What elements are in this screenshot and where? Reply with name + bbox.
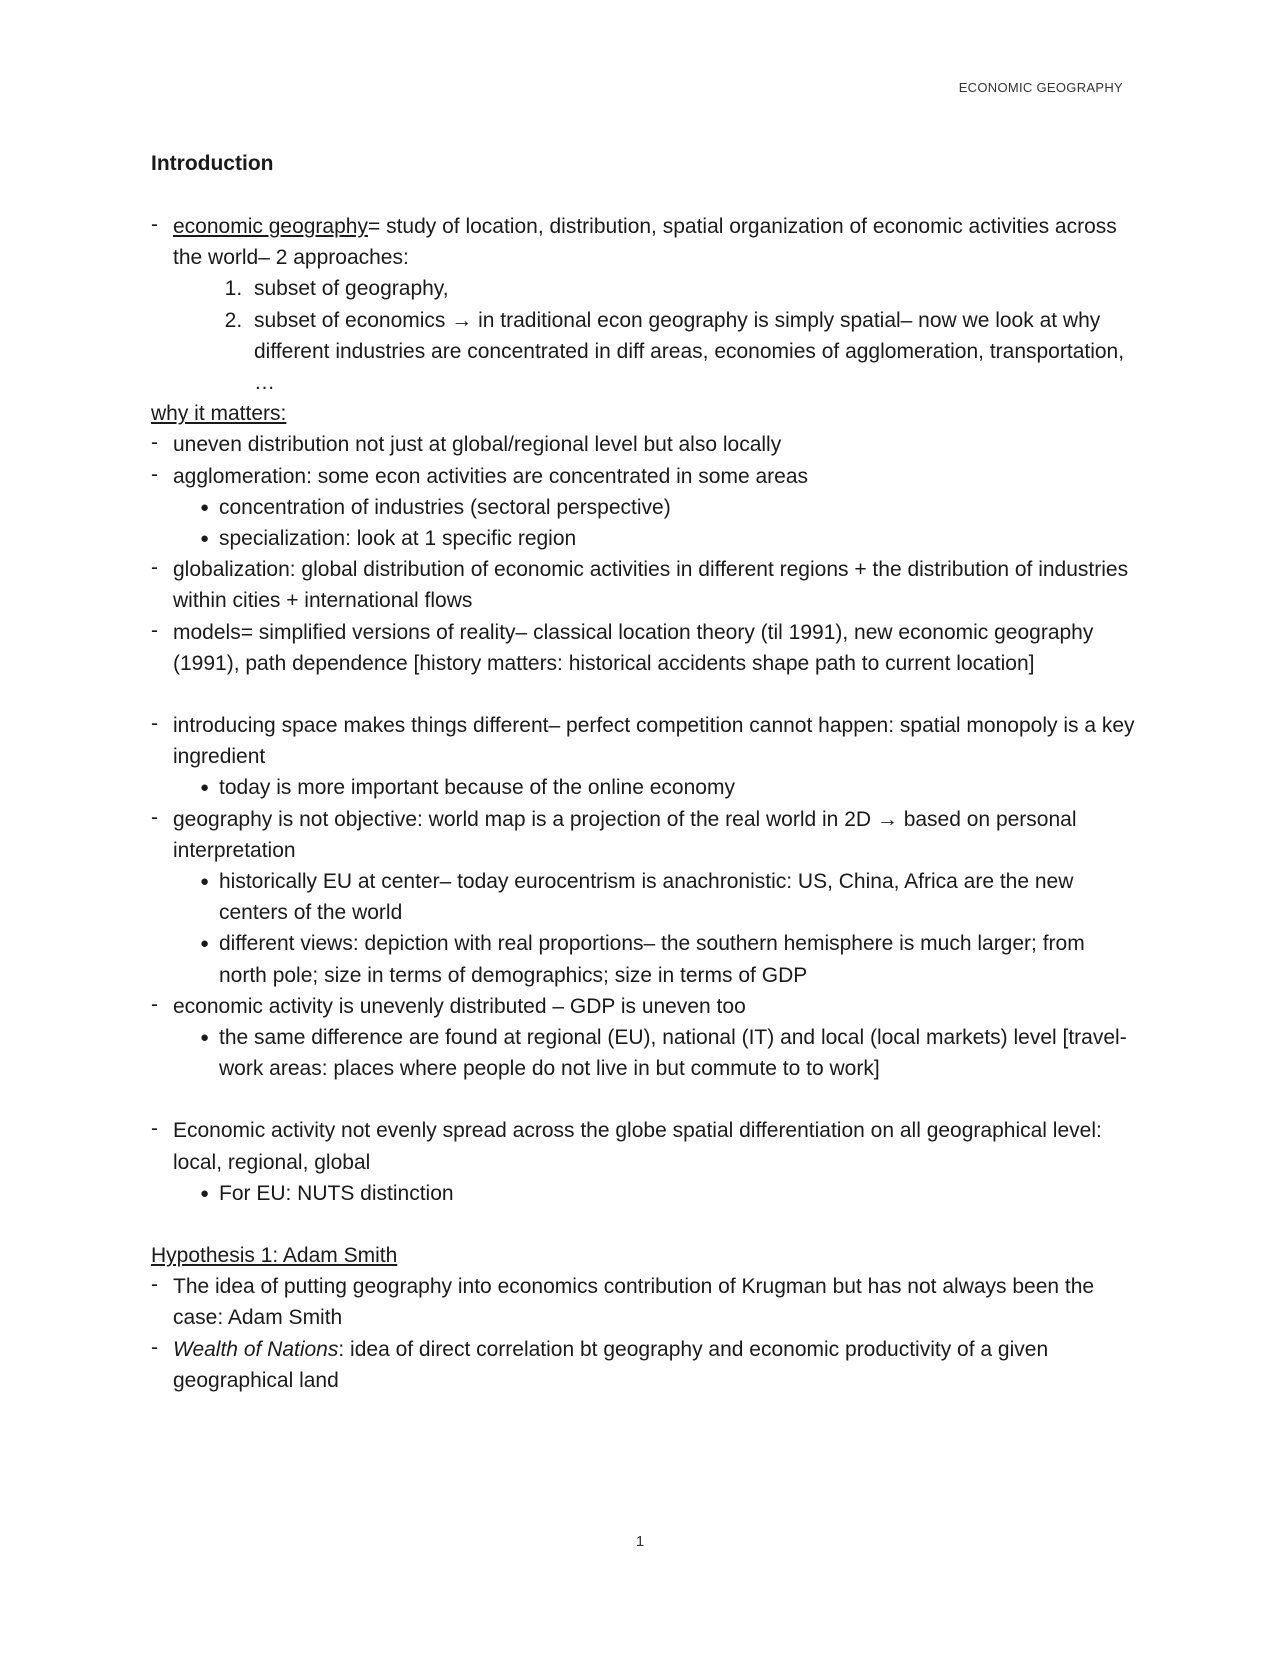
intro-list: [151, 211, 1136, 398]
why-list: [151, 429, 1136, 679]
list-item: - uneven distribution not just at global/regional level but also locally: [151, 429, 1136, 460]
sub-list-item: ● For EU: NUTS distinction: [198, 1178, 1136, 1209]
document-body: [151, 148, 1136, 1396]
term-economic-geography: economic geography: [173, 215, 368, 238]
sub-list-item: ● different views: depiction with real proportions– the southern hemisphere is much larger; from north pole; size in terms of demographics; size in terms of GDP: [198, 928, 1136, 990]
approach-item: 2. subset of economics → in traditional econ geography is simply spatial– now we look at why different industries are concentrated in diff areas, economies of agglomeration, transportation, …: [248, 305, 1136, 399]
sub-list-item: ● today is more important because of the online economy: [198, 772, 1136, 803]
list-item-text: introducing space makes things different– perfect competition cannot happen: spatial monopoly is a key ingredient: [173, 714, 1135, 769]
space-list: [151, 710, 1136, 1084]
sub-list-item: ● specialization: look at 1 specific region: [198, 523, 1136, 554]
list-item: - The idea of putting geography into economics contribution of Krugman but has not always been the case: Adam Smith: [151, 1271, 1136, 1333]
sub-list: [173, 772, 1136, 803]
list-item-text: : idea of direct correlation bt geography and economic productivity of a given geographical land: [173, 1337, 1049, 1392]
definition-text: = study of location, distribution, spatial organization of economic activities across the world– 2 approaches:: [173, 215, 1117, 270]
section-heading-hypothesis-1: Hypothesis 1: Adam Smith: [151, 1244, 398, 1268]
list-item: [151, 211, 1136, 398]
sub-list-item: ● concentration of industries (sectoral perspective): [198, 492, 1136, 523]
list-item: - models= simplified versions of reality– classical location theory (til 1991), new economic geography (1991), path dependence [history matters: historical accidents shape path to current location]: [151, 617, 1136, 679]
list-item: - globalization: global distribution of economic activities in different regions + the distribution of industries within cities + international flows: [151, 554, 1136, 616]
book-title: Wealth of Nations: [173, 1337, 339, 1361]
hypothesis-list: [151, 1271, 1136, 1396]
running-header: ECONOMIC GEOGRAPHY: [958, 80, 1123, 95]
spread-list: [151, 1115, 1136, 1209]
list-item: [151, 1115, 1136, 1209]
page-number: 1: [635, 1533, 645, 1550]
sub-list-item: ● the same difference are found at regional (EU), national (IT) and local (local markets) level [travel-work areas: places where people do not live in but commute to to work]: [198, 1022, 1136, 1084]
approach-item: 1. subset of geography,: [248, 273, 1136, 304]
sub-list: [173, 866, 1136, 991]
sub-list: [173, 1178, 1136, 1209]
approaches-list: [173, 273, 1136, 398]
list-item-text: agglomeration: some econ activities are concentrated in some areas: [173, 464, 809, 488]
list-item-text: geography is not objective: world map is a projection of the real world in 2D → based on personal interpretation: [173, 807, 1077, 862]
sub-list-item: ● historically EU at center– today eurocentrism is anachronistic: US, China, Africa are the new centers of the world: [198, 866, 1136, 928]
subheading-why-it-matters: why it matters:: [151, 402, 287, 426]
section-heading-introduction: Introduction: [151, 152, 274, 175]
list-item: [151, 1334, 1136, 1396]
sub-list: [173, 1022, 1136, 1084]
list-item-text: economic activity is unevenly distributed – GDP is uneven too: [173, 994, 746, 1018]
list-item-text: Economic activity not evenly spread across the globe spatial differentiation on all geographical level: local, regional, global: [173, 1119, 1102, 1174]
list-item: [151, 710, 1136, 804]
list-item: [151, 991, 1136, 1085]
sub-list: [173, 492, 1136, 554]
list-item: [151, 804, 1136, 991]
list-item: [151, 461, 1136, 555]
